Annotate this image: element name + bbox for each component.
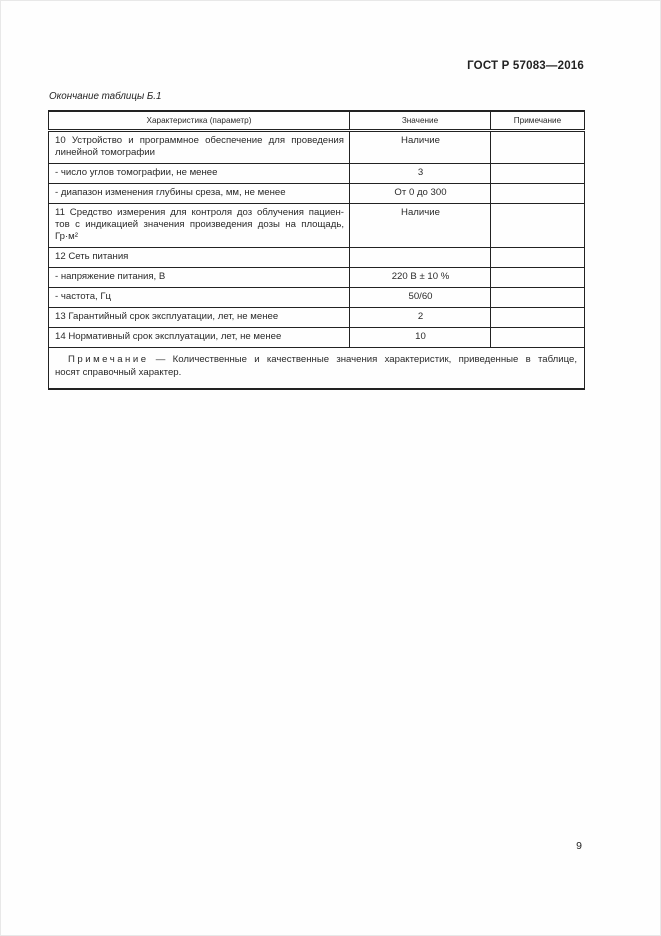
table-row (49, 204, 585, 248)
page-number: 9 (576, 840, 582, 852)
value-cell: 2 (350, 308, 491, 328)
param-cell (49, 308, 350, 328)
table-row (49, 308, 585, 328)
header-row (49, 111, 585, 131)
param-cell (49, 164, 350, 184)
value-cell: Наличие (350, 204, 491, 248)
value-cell: 10 (350, 328, 491, 348)
param-line: 13 Гарантийный срок эксплуатации, лет, не менее (55, 311, 279, 322)
param-line: - диапазон изменения глубины среза, мм, не менее (55, 187, 286, 198)
table-note-cell (49, 348, 585, 390)
note-cell (491, 268, 585, 288)
value-cell: 220 В ± 10 % (350, 268, 491, 288)
table-caption: Окончание таблицы Б.1 (49, 91, 162, 102)
param-line: 10 Устройство и программное обеспечение для проведения (55, 135, 344, 146)
param-cell (49, 288, 350, 308)
value-cell: От 0 до 300 (350, 184, 491, 204)
param-line: Гр·м² (55, 231, 78, 242)
param-line: - напряжение питания, В (55, 271, 166, 282)
param-cell (49, 268, 350, 288)
note-line-1 (55, 354, 577, 366)
param-cell (49, 184, 350, 204)
value-cell: 3 (350, 164, 491, 184)
param-cell (49, 328, 350, 348)
value-cell: Наличие (350, 131, 491, 164)
table-row (49, 164, 585, 184)
note-cell (491, 131, 585, 164)
param-line: 11 Средство измерения для контроля доз облучения пациен- (55, 207, 344, 218)
note-cell (491, 184, 585, 204)
note-cell (491, 288, 585, 308)
param-cell (49, 248, 350, 268)
table-row (49, 131, 585, 164)
characteristics-table (48, 110, 585, 390)
note-cell (491, 308, 585, 328)
param-line: тов с индикацией значения произведения дозы на площадь, (55, 219, 344, 230)
param-line: - частота, Гц (55, 291, 112, 302)
note-cell (491, 164, 585, 184)
table-row (49, 248, 585, 268)
note-cell (491, 204, 585, 248)
table-row (49, 328, 585, 348)
value-cell: 50/60 (350, 288, 491, 308)
param-cell (49, 131, 350, 164)
param-line: 14 Нормативный срок эксплуатации, лет, не менее (55, 331, 282, 342)
note-row (49, 348, 585, 390)
table-body (49, 131, 585, 348)
header-cell-param: Характеристика (параметр) (49, 111, 350, 131)
param-line: - число углов томографии, не менее (55, 167, 218, 178)
note-cell (491, 248, 585, 268)
doc-number-header: ГОСТ Р 57083—2016 (467, 60, 584, 72)
header-cell-value: Значение (350, 111, 491, 131)
param-line: 12 Сеть питания (55, 251, 129, 262)
note-line-2: носят справочный характер. (55, 367, 182, 378)
table-row (49, 184, 585, 204)
note-text: — Количественные и качественные значения характеристик, приведенные в таблице, (155, 354, 577, 365)
table-row (49, 288, 585, 308)
note-cell (491, 328, 585, 348)
table-row (49, 268, 585, 288)
param-cell (49, 204, 350, 248)
note-label: Примечание (68, 354, 149, 365)
value-cell (350, 248, 491, 268)
header-cell-note: Примечание (491, 111, 585, 131)
table-header (49, 111, 585, 131)
table-note-section (49, 348, 585, 390)
param-line: линейной томографии (55, 147, 155, 158)
